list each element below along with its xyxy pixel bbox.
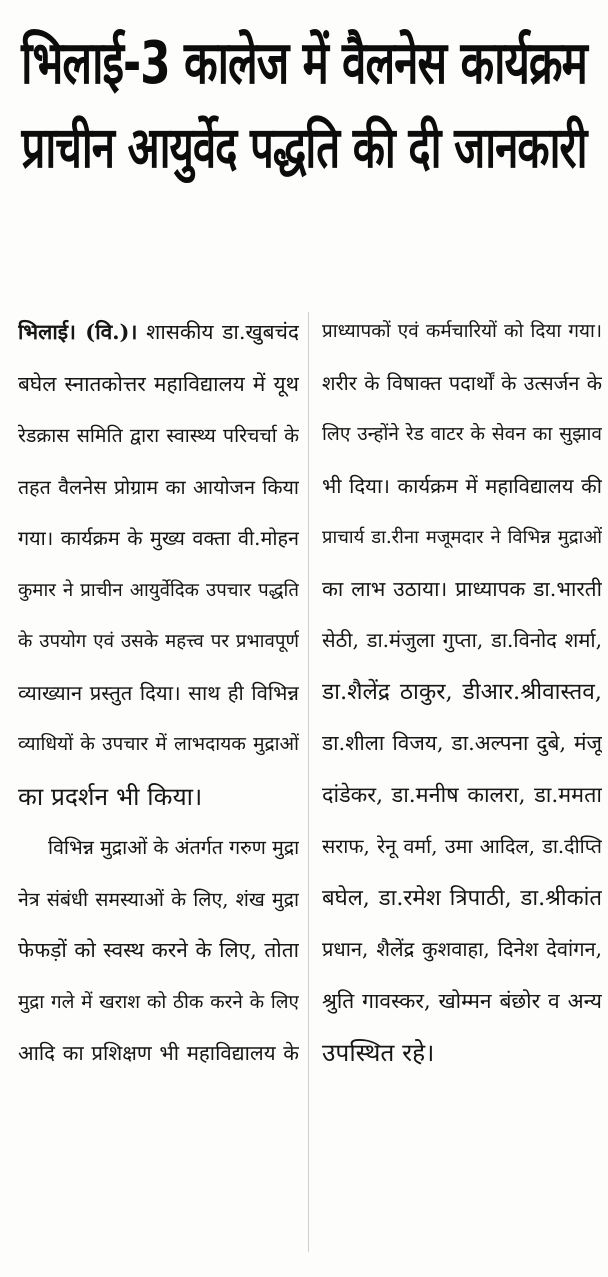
- headline-line-1: भिलाई-3 कालेज में वैलनेस कार्यक्रम: [21, 28, 587, 98]
- text-line: सराफ, रेनू वर्मा, उमा आदिल, डा.दीप्ति: [322, 835, 602, 858]
- text-line: प्राचार्य डा.रीना मजूमदार ने विभिन्न मुद्राओं: [322, 527, 602, 548]
- text-line: सेठी, डा.मंजुला गुप्ता, डा.विनोद शर्मा,: [322, 628, 602, 652]
- text-line: दांडेकर, डा.मनीष कालरा, डा.ममता: [322, 782, 602, 808]
- paragraph-2: [18, 822, 299, 1080]
- text-line: फेफड़ों को स्वस्थ करने के लिए, तोता: [18, 938, 299, 962]
- text-line: बघेल स्नातकोत्तर महाविद्यालय में यूथ: [18, 371, 299, 396]
- article-column-left: [18, 306, 299, 1080]
- text-line: विभिन्न मुद्राओं के अंतर्गत गरुण मुद्रा: [48, 836, 299, 859]
- headline: [14, 22, 594, 190]
- text-line: रेडक्रास समिति द्वारा स्वास्थ्य परिचर्चा के: [18, 424, 299, 447]
- text-line: का लाभ उठाया। प्राध्यापक डा.भारती: [322, 576, 602, 601]
- text-line: गया। कार्यक्रम के मुख्य वक्ता वी.मोहन: [18, 527, 299, 550]
- text-line: भी दिया। कार्यक्रम में महाविद्यालय की: [322, 473, 602, 498]
- text-line: [18, 306, 299, 359]
- column-divider: [308, 312, 309, 1252]
- text-line: प्रधान, शैलेंद्र कुशवाहा, दिनेश देवांगन,: [322, 937, 602, 961]
- text-line: बघेल, डा.रमेश त्रिपाठी, डा.श्रीकांत: [322, 884, 602, 911]
- text-line: लिए उन्होंने रेड वाटर के सेवन का सुझाव: [322, 423, 602, 445]
- text-line: उपस्थित रहे।: [322, 1038, 435, 1067]
- text-line: मुद्रा गले में खराश को ठीक करने के लिए: [18, 990, 299, 1013]
- text-line: व्याख्यान प्रस्तुत दिया। साथ ही विभिन्न: [18, 680, 299, 705]
- text-line: व्याधियों के उपचार में लाभदायक मुद्राओं: [18, 733, 299, 755]
- text-line: श्रुति गावस्कर, खोम्मन बंछोर व अन्य: [322, 988, 602, 1013]
- dateline: भिलाई। (वि.)।: [18, 319, 138, 344]
- text-line: डा.शैलेंद्र ठाकुर, डीआर.श्रीवास्तव,: [322, 678, 602, 705]
- headline-line-2: प्राचीन आयुर्वेद पद्धति की दी जानकारी: [21, 114, 587, 181]
- text-line: तहत वैलनेस प्रोग्राम का आयोजन किया: [18, 475, 299, 499]
- text-line: कुमार ने प्राचीन आयुर्वेदिक उपचार पद्धति: [18, 579, 299, 601]
- text-line: के उपयोग एवं उसके महत्त्व पर प्रभावपूर्ण: [18, 631, 299, 652]
- text-line: आदि का प्रशिक्षण भी महाविद्यालय के: [18, 1041, 299, 1065]
- text-line: शरीर के विषाक्त पदार्थों के उत्सर्जन के: [322, 371, 602, 395]
- text-line: नेत्र संबंधी समस्याओं के लिए, शंख मुद्रा: [18, 887, 299, 911]
- text-line: डा.शीला विजय, डा.अल्पना दुबे, मंजू: [322, 731, 602, 755]
- paragraph-3: [322, 306, 602, 1079]
- article-column-right: [322, 306, 602, 1079]
- text-line: प्राध्यापकों एवं कर्मचारियों को दिया गया।: [322, 320, 602, 342]
- text-fragment: शासकीय डा.खुबचंद: [137, 320, 299, 344]
- paragraph-1: [18, 306, 299, 822]
- text-line: का प्रदर्शन भी किया।: [18, 781, 203, 811]
